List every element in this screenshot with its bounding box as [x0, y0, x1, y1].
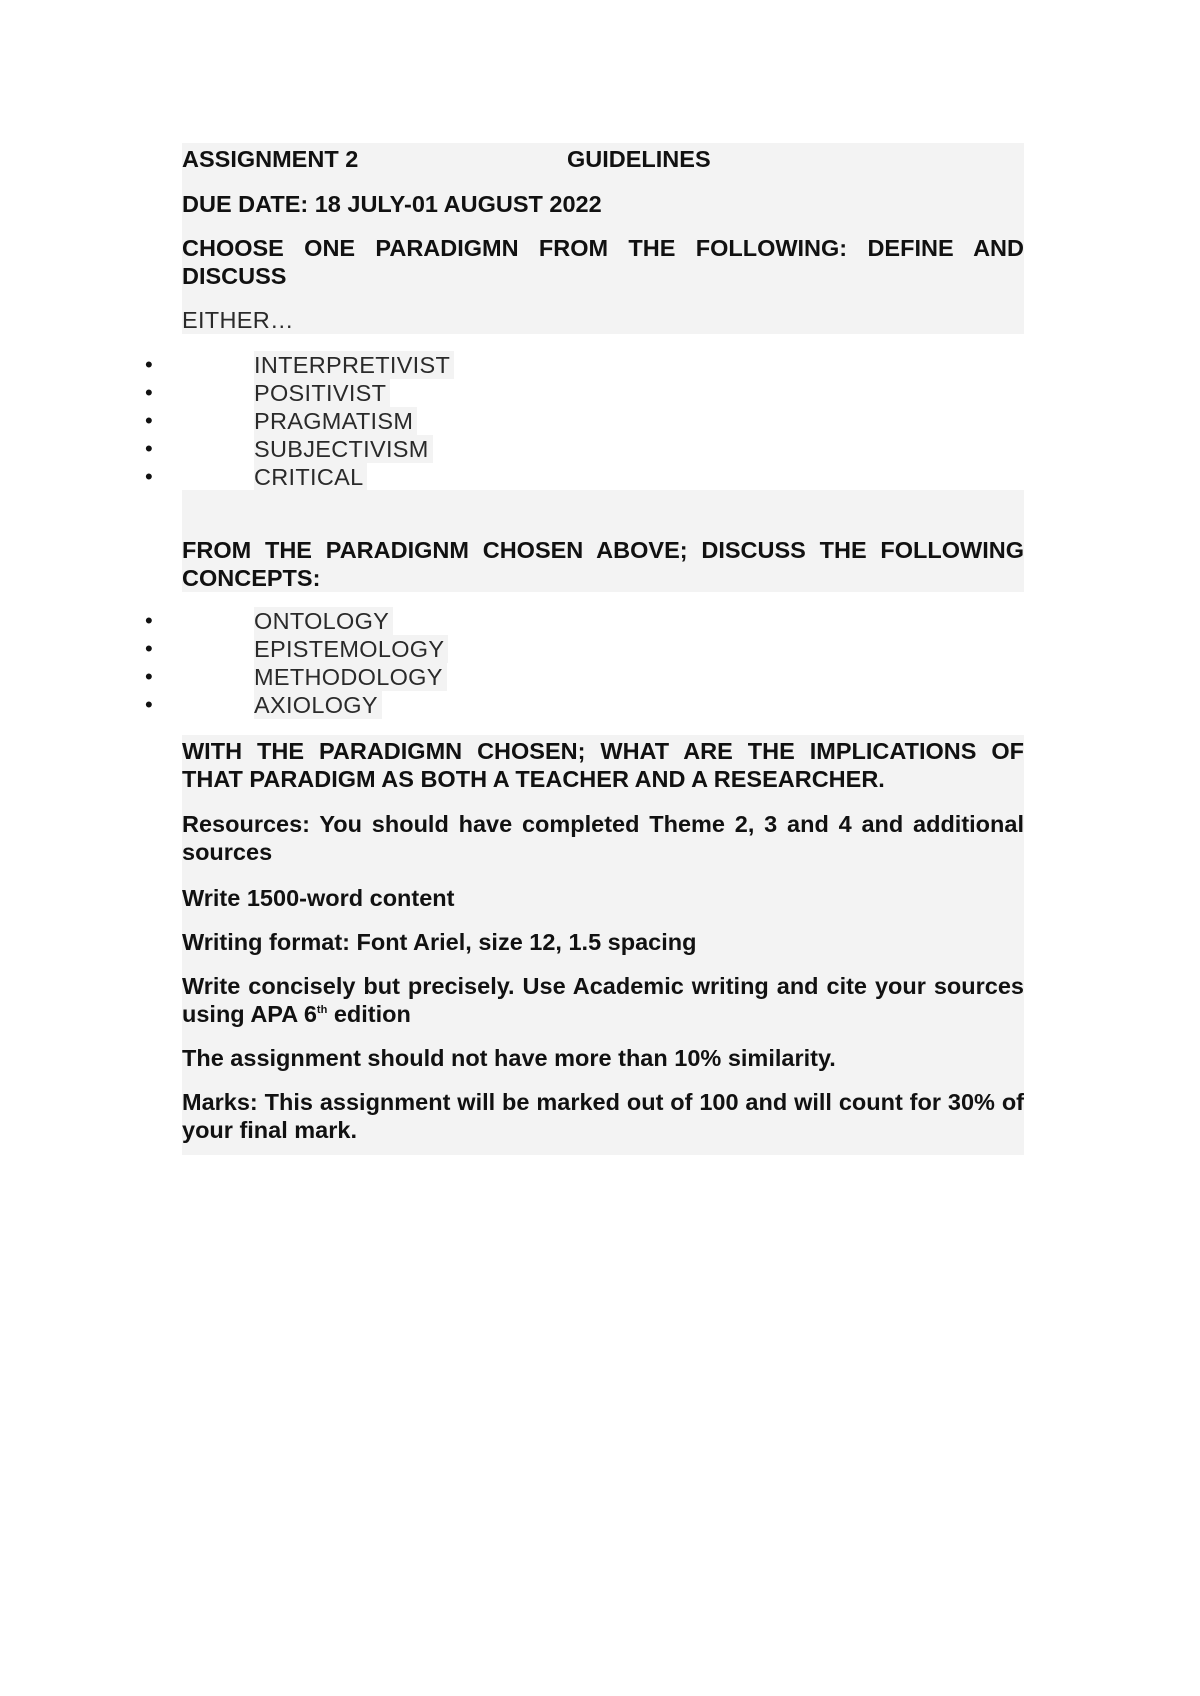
- list-item: [0, 407, 1200, 435]
- marks-note: Marks: This assignment will be marked out of 100 and will count for 30% of your final mark.: [182, 1089, 1024, 1143]
- edition-text: edition: [327, 1001, 411, 1027]
- ordinal-suffix: th: [316, 1004, 328, 1017]
- bullet: •: [144, 636, 153, 661]
- assignment-heading: [182, 145, 1024, 175]
- concept-epistemology: EPISTEMOLOGY: [254, 635, 448, 663]
- paradigm-interpretivist: INTERPRETIVIST: [254, 351, 454, 379]
- paradigm-critical: CRITICAL: [254, 463, 367, 491]
- list-item: [0, 379, 1200, 407]
- bullet: •: [144, 408, 153, 433]
- bullet: •: [144, 436, 153, 461]
- assignment-title: ASSIGNMENT 2: [182, 146, 359, 172]
- paradigm-pragmatism: PRAGMATISM: [254, 407, 417, 435]
- bullet: •: [144, 664, 153, 689]
- either-label: EITHER…: [182, 307, 294, 333]
- word-count-note: Write 1500-word content: [182, 885, 455, 911]
- concept-ontology: ONTOLOGY: [254, 607, 393, 635]
- list-item: [0, 435, 1200, 463]
- list-item: [0, 463, 1200, 491]
- paradigm-subjectivism: SUBJECTIVISM: [254, 435, 433, 463]
- bullet: •: [144, 464, 153, 489]
- academic-writing-text: Write concisely but precisely. Use Academic writing and cite your sources using APA 6: [182, 973, 1024, 1027]
- similarity-note: The assignment should not have more than 10% similarity.: [182, 1045, 836, 1071]
- list-item: [0, 635, 1200, 663]
- list-item: [0, 663, 1200, 691]
- concept-axiology: AXIOLOGY: [254, 691, 382, 719]
- guidelines-title: GUIDELINES: [567, 146, 711, 172]
- discuss-concepts-instruction: FROM THE PARADIGNM CHOSEN ABOVE; DISCUSS THE FOLLOWING CONCEPTS:: [182, 537, 1024, 591]
- bullet: •: [144, 608, 153, 633]
- concept-list: [0, 607, 1200, 719]
- implications-question: WITH THE PARADIGMN CHOSEN; WHAT ARE THE IMPLICATIONS OF THAT PARADIGM AS BOTH A TEACHER AND A RESEARCHER.: [182, 738, 1024, 792]
- bullet: •: [144, 380, 153, 405]
- writing-format-note: Writing format: Font Ariel, size 12, 1.5 spacing: [182, 929, 697, 955]
- academic-writing-note: [182, 972, 1024, 1028]
- list-item: [0, 691, 1200, 719]
- paradigm-list: [0, 351, 1200, 491]
- bullet: •: [144, 352, 153, 377]
- list-item: [0, 607, 1200, 635]
- choose-paradigm-instruction: CHOOSE ONE PARADIGMN FROM THE FOLLOWING: DEFINE AND DISCUSS: [182, 235, 1024, 289]
- paradigm-positivist: POSITIVIST: [254, 379, 390, 407]
- resources-note: Resources: You should have completed Theme 2, 3 and 4 and additional sources: [182, 811, 1024, 865]
- list-item: [0, 351, 1200, 379]
- due-date: DUE DATE: 18 JULY-01 AUGUST 2022: [182, 191, 602, 217]
- concept-methodology: METHODOLOGY: [254, 663, 447, 691]
- bullet: •: [144, 692, 153, 717]
